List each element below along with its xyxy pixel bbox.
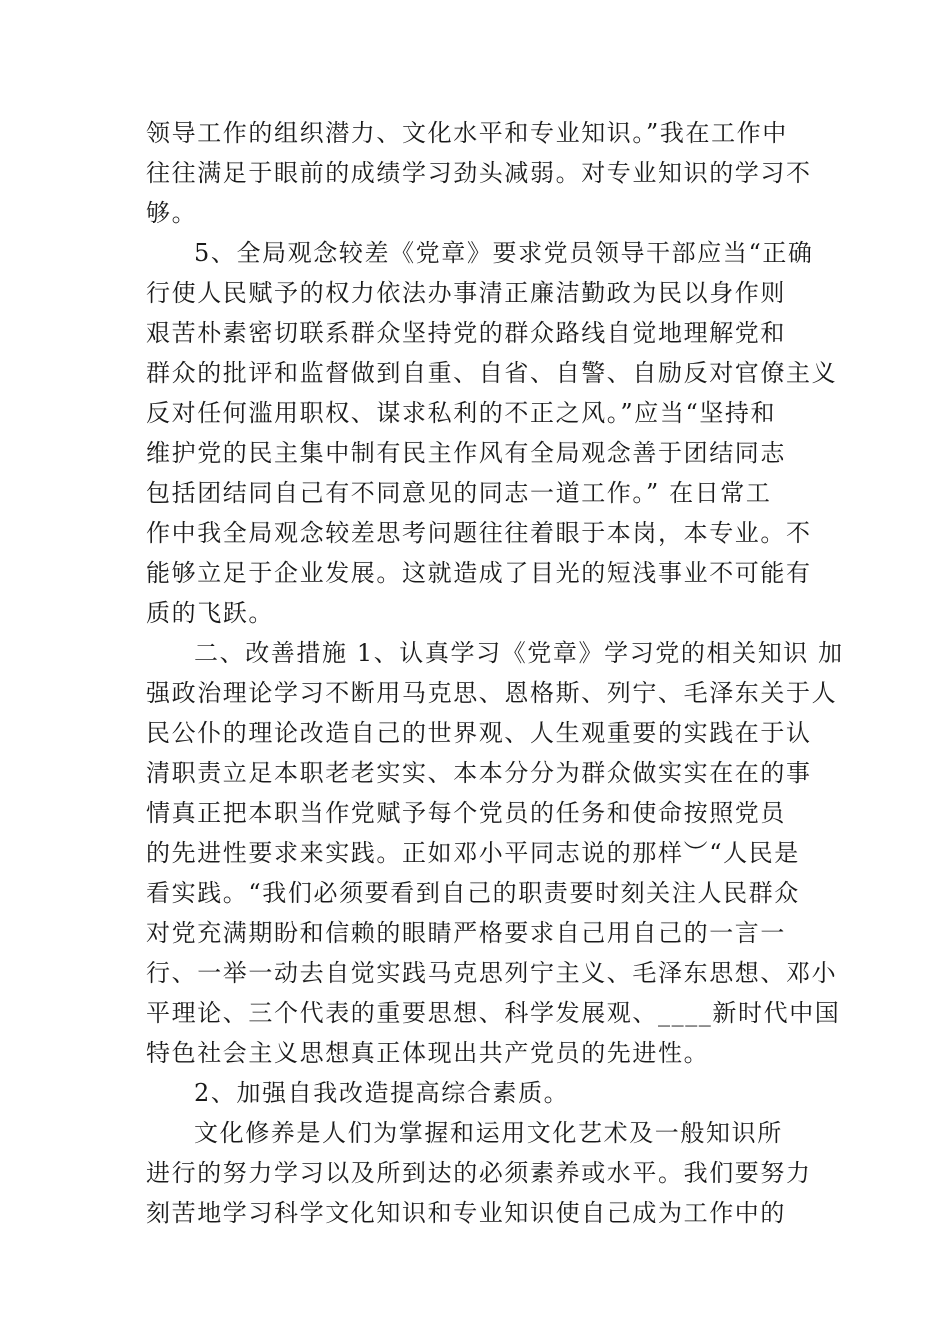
text-line: 进行的努力学习以及所到达的必须素养或水平。我们要努力 <box>146 1159 812 1187</box>
text-line: 行、一举一动去自觉实践马克思列宁主义、毛泽东思想、邓小 <box>146 959 838 987</box>
text-line: 刻苦地学习科学文化知识和专业知识使自己成为工作中的 <box>146 1199 786 1227</box>
text-line: 包括团结同自己有不同意见的同志一道工作。” 在日常工 <box>146 479 772 507</box>
text-line: 清职责立足本职老老实实、本本分分为群众做实实在在的事 <box>146 759 812 787</box>
text-line: 情真正把本职当作党赋予每个党员的任务和使命按照党员 <box>146 799 786 827</box>
text-line: 维护党的民主集中制有民主作风有全局观念善于团结同志 <box>146 439 786 467</box>
text-line: 往往满足于眼前的成绩学习劲头减弱。对专业知识的学习不 <box>146 159 812 187</box>
text-line: 对党充满期盼和信赖的眼睛严格要求自己用自己的一言一 <box>146 919 786 947</box>
text-line: 民公仆的理论改造自己的世界观、人生观重要的实践在于认 <box>146 719 812 747</box>
text-line: 艰苦朴素密切联系群众坚持党的群众路线自觉地理解党和 <box>146 319 786 347</box>
paragraph-start-line: 2、加强自我改造提高综合素质。 <box>194 1079 570 1107</box>
text-line: 的先进性要求来实践。正如邓小平同志说的那样︶“人民是 <box>146 839 800 867</box>
text-line: 质的飞跃。 <box>146 599 274 627</box>
document-body <box>146 113 844 1233</box>
text-line: 行使人民赋予的权力依法办事清正廉洁勤政为民以身作则 <box>146 279 786 307</box>
text-line: 强政治理论学习不断用马克思、恩格斯、列宁、毛泽东关于人 <box>146 679 838 707</box>
paragraph-start-line: 文化修养是人们为掌握和运用文化艺术及一般知识所 <box>194 1119 783 1147</box>
text-line: 特色社会主义思想真正体现出共产党员的先进性。 <box>146 1039 710 1067</box>
text-line: 群众的批评和监督做到自重、自省、自警、自励反对官僚主义 <box>146 359 838 387</box>
text-line: 反对任何滥用职权、谋求私利的不正之风。”应当“坚持和 <box>146 399 777 427</box>
text-line: 能够立足于企业发展。这就造成了目光的短浅事业不可能有 <box>146 559 812 587</box>
text-line: 够。 <box>146 199 198 227</box>
paragraph-start-line: 5、全局观念较差《党章》要求党员领导干部应当“正确 <box>194 239 814 267</box>
text-line: 看实践。“我们必须要看到自己的职责要时刻关注人民群众 <box>146 879 800 907</box>
text-line: 作中我全局观念较差思考问题往往着眼于本岗，本专业。不 <box>146 519 812 547</box>
text-line: 领导工作的组织潜力、文化水平和专业知识。”我在工作中 <box>146 119 788 147</box>
paragraph-start-line: 二、改善措施 1、认真学习《党章》学习党的相关知识 加 <box>194 639 844 667</box>
text-line: 平理论、三个代表的重要思想、科学发展观、____新时代中国 <box>146 999 841 1027</box>
